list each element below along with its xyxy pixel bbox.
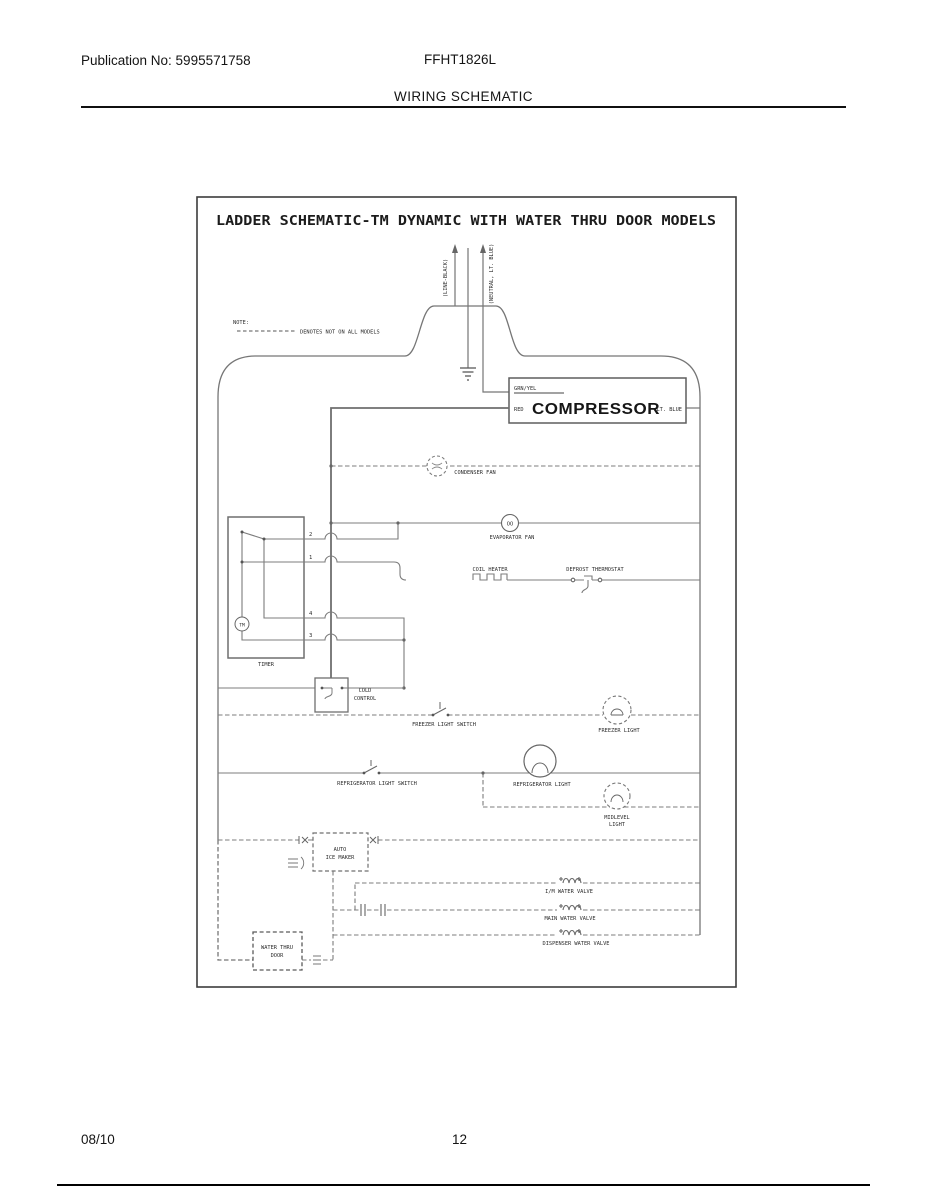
contact-dot — [341, 687, 344, 690]
plug-icon — [288, 857, 304, 869]
timer-internals — [242, 532, 304, 640]
line-wire-label: (LINE-BLACK) — [443, 258, 449, 298]
contact-dot — [363, 772, 366, 775]
switch-pivot-dot — [241, 531, 244, 534]
freezer-light-rung — [218, 696, 700, 734]
midlevel-light-lamp-icon — [604, 783, 630, 809]
compressor-top-wire-label: GRN/YEL — [514, 386, 537, 392]
section-title: WIRING SCHEMATIC — [394, 89, 533, 104]
evaporator-fan-label: EVAPORATOR FAN — [489, 535, 535, 541]
water-thru-door-label-2: DOOR — [270, 953, 284, 959]
ice-maker-label-2: ICE MAKER — [325, 855, 355, 861]
coil-heater-label: COIL HEATER — [472, 567, 508, 573]
connector-icon — [370, 836, 378, 844]
switch-contact-dot — [263, 538, 266, 541]
junction-dot — [329, 521, 332, 524]
refrigerator-light-switch-icon — [364, 760, 377, 773]
junction-dot — [481, 771, 484, 774]
defrost-timer — [228, 517, 406, 690]
refrigerator-light-lamp-icon — [524, 745, 556, 777]
water-thru-door-label-1: WATER THRU — [261, 945, 293, 951]
timer-terminal-wires — [304, 523, 406, 688]
neutral-arrow-icon — [480, 244, 486, 253]
header-rule — [81, 106, 846, 108]
cold-control-label-1: COLD — [358, 688, 372, 694]
compressor — [509, 378, 700, 423]
freezer-light-switch-label: FREEZER LIGHT SWITCH — [412, 722, 476, 728]
condenser-fan-motor-icon — [427, 456, 447, 476]
timer-terminal-1: 1 — [309, 555, 313, 561]
note-legend — [233, 320, 380, 336]
supply-leads — [452, 244, 509, 392]
freezer-light-switch-icon — [433, 702, 446, 715]
publication-number: Publication No: 5995571758 — [81, 53, 251, 68]
thermostat-terminal — [598, 578, 602, 582]
diagram-border — [197, 197, 736, 987]
plug-icon — [313, 956, 321, 964]
note-label: NOTE: — [233, 320, 249, 326]
im-valve-wire — [355, 883, 700, 910]
water-valve-section — [333, 871, 700, 960]
midlevel-light-label-1: MIDLEVEL — [604, 815, 630, 821]
evaporator-motor-text: OO — [506, 521, 514, 528]
supply-bus — [331, 408, 509, 678]
contact-dot — [321, 687, 324, 690]
timer-motor-text: TM — [239, 623, 245, 629]
water-thru-door-box — [253, 932, 302, 970]
refrigerator-light-switch-label: REFRIGERATOR LIGHT SWITCH — [337, 781, 417, 787]
timer-wire — [242, 631, 304, 640]
water-valve-coil-icon — [559, 904, 581, 910]
refrigerator-light-rung — [218, 745, 700, 828]
ice-maker-rung — [218, 833, 700, 871]
main-water-valve-label: MAIN WATER VALVE — [544, 916, 596, 922]
evaporator-fan-rung — [329, 515, 700, 542]
footer-page-number: 12 — [452, 1132, 468, 1147]
compressor-label: COMPRESSOR — [532, 401, 660, 418]
freezer-light-lamp-icon — [603, 696, 631, 724]
timer-label: TIMER — [258, 662, 274, 668]
left-rail-lower-dashed — [218, 840, 253, 960]
timer-switch-blade — [242, 532, 264, 539]
contact-dot — [432, 714, 435, 717]
model-number: FFHT1826L — [424, 52, 497, 67]
contact-dot — [378, 772, 381, 775]
dispenser-water-valve-label: DISPENSER WATER VALVE — [542, 941, 610, 947]
line-arrow-icon — [452, 244, 458, 253]
junction-dot — [241, 561, 244, 564]
neutral-grnyel-lead — [483, 251, 509, 392]
timer-terminal-3: 3 — [309, 633, 313, 639]
diagram-title: LADDER SCHEMATIC-TM DYNAMIC WITH WATER THRU DOOR MODELS — [216, 214, 717, 229]
terminal-4-wire — [304, 612, 404, 640]
im-water-valve-label: I/M WATER VALVE — [545, 889, 593, 895]
junction-dot — [396, 521, 399, 524]
timer-box — [228, 517, 304, 658]
condenser-fan-rung — [329, 456, 700, 476]
freezer-light-label: FREEZER LIGHT — [598, 728, 640, 734]
neutral-wire-label: (NEUTRAL, LT. BLUE) — [489, 243, 495, 305]
connector-icon — [361, 904, 385, 916]
cold-control — [218, 678, 404, 712]
defrost-thermostat-label: DEFROST THERMOSTAT — [566, 567, 624, 573]
thermostat-terminal — [571, 578, 575, 582]
midlevel-light-label-2: LIGHT — [609, 822, 625, 828]
water-thru-door — [253, 932, 333, 970]
connector-icon — [299, 836, 308, 844]
footer-date: 08/10 — [81, 1132, 115, 1147]
refrigerator-light-label: REFRIGERATOR LIGHT — [513, 782, 571, 788]
defrost-heater-rung — [473, 574, 700, 593]
timer-terminal-2: 2 — [309, 532, 313, 538]
terminal-2-wire — [304, 523, 398, 539]
junction-dot — [402, 638, 405, 641]
timer-terminal-4: 4 — [309, 611, 313, 617]
note-text: DENOTES NOT ON ALL MODELS — [300, 329, 380, 336]
coil-heater-icon — [473, 574, 507, 580]
terminal-1-wire — [304, 556, 406, 580]
compressor-right-wire-label: LT. BLUE — [656, 407, 682, 413]
ice-maker-label-1: AUTO — [333, 847, 347, 853]
footer-rule — [57, 1184, 870, 1186]
midlevel-branch-wire — [483, 773, 700, 807]
ground-symbol-icon — [460, 368, 476, 380]
timer-wire — [264, 539, 304, 618]
water-valve-coil-icon — [559, 929, 581, 935]
defrost-thermostat-icon — [575, 576, 598, 593]
compressor-left-wire-label: RED — [514, 407, 524, 413]
junction-dot — [329, 464, 332, 467]
contact-dot — [447, 714, 450, 717]
condenser-fan-label: CONDENSER FAN — [454, 470, 496, 476]
ladder-schematic — [196, 196, 737, 988]
water-valve-coil-icon — [559, 877, 581, 883]
cold-control-label-2: CONTROL — [353, 696, 377, 702]
